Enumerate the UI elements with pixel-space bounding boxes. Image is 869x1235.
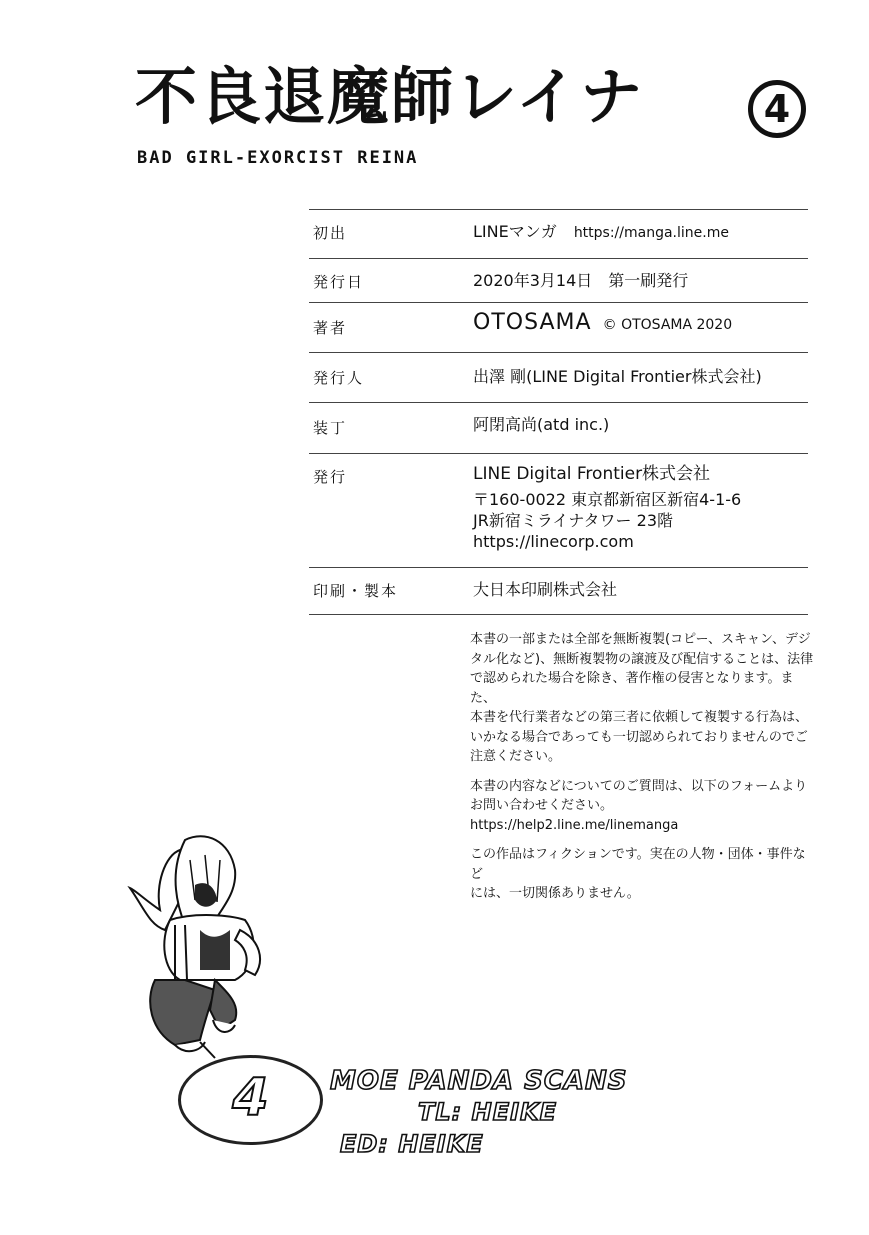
row-label: 発行 <box>313 468 348 486</box>
volume-oval <box>178 1055 323 1145</box>
author-copyright: © OTOSAMA 2020 <box>602 317 733 333</box>
character-illustration <box>125 830 275 1060</box>
table-bottom-rule <box>309 614 808 615</box>
translator-credit: TL: HEIKE <box>418 1098 558 1126</box>
row-label: 発行日 <box>313 273 365 291</box>
volume-badge: 4 <box>748 80 806 138</box>
notice-line: で認められた場合を除き、著作権の侵害となります。また、 <box>470 671 794 706</box>
editor-credit: ED: HEIKE <box>340 1130 484 1158</box>
row-value <box>473 222 729 243</box>
row-value: 出澤 剛(LINE Digital Frontier株式会社) <box>473 367 762 386</box>
help-url-link[interactable]: https://help2.line.me/linemanga <box>470 817 679 833</box>
colophon-row-first-appearance <box>309 209 808 258</box>
publication-name: LINEマンガ <box>473 222 557 241</box>
author-name: OTOSAMA <box>473 310 592 335</box>
notice-line: 本書の内容などについてのご質問は、以下のフォームより <box>470 778 808 794</box>
row-label: 著者 <box>313 319 348 337</box>
notice-line: 本書の一部または全部を無断複製(コピー、スキャン、デジ <box>470 632 811 647</box>
colophon-row-publisher <box>309 453 808 567</box>
row-label: 印刷・製本 <box>313 582 399 600</box>
copyright-notice <box>470 630 815 767</box>
fiction-notice <box>470 845 815 904</box>
publication-url: https://manga.line.me <box>573 225 729 241</box>
publisher-name: LINE Digital Frontier株式会社 <box>473 464 711 484</box>
colophon-row-printing <box>309 567 808 614</box>
scan-group-credit: MOE PANDA SCANS <box>330 1066 628 1096</box>
notice-line: いかなる場合であっても一切認められておりませんのでご <box>470 729 808 745</box>
row-label: 初出 <box>313 224 348 242</box>
row-value: 阿閉高尚(atd inc.) <box>473 415 610 434</box>
notice-line: 注意ください。 <box>470 749 562 764</box>
book-title-english: BAD GIRL-EXORCIST REINA <box>137 148 419 168</box>
notice-line: この作品はフィクションです。実在の人物・団体・事件など <box>470 847 806 882</box>
row-label: 発行人 <box>313 369 365 387</box>
legal-notice <box>470 630 815 914</box>
colophon-table <box>309 209 808 615</box>
notice-line: お問い合わせください。 <box>470 798 614 813</box>
notice-line: タル化など)、無断複製物の譲渡及び配信することは、法律 <box>470 651 814 667</box>
colophon-row-design <box>309 402 808 453</box>
row-value: 2020年3月14日 第一刷発行 <box>473 271 689 290</box>
notice-line: には、一切関係ありません。 <box>470 886 640 901</box>
publisher-url: https://linecorp.com <box>473 532 634 551</box>
row-value: 大日本印刷株式会社 <box>473 580 618 599</box>
volume-oval-number: 4 <box>232 1068 269 1128</box>
row-label: 装丁 <box>313 419 348 437</box>
book-title-japanese: 不良退魔師レイナ <box>135 60 644 133</box>
contact-notice <box>470 777 815 836</box>
colophon-row-author <box>309 302 808 352</box>
publisher-address-line-1: 〒160-0022 東京都新宿区新宿4-1-6 <box>473 490 742 509</box>
row-value <box>473 310 733 335</box>
colophon-row-publisher-person <box>309 352 808 402</box>
publisher-address-line-2: JR新宿ミライナタワー 23階 <box>473 511 674 530</box>
colophon-row-issue-date <box>309 258 808 302</box>
notice-line: 本書を代行業者などの第三者に依頼して複製する行為は、 <box>470 710 809 725</box>
